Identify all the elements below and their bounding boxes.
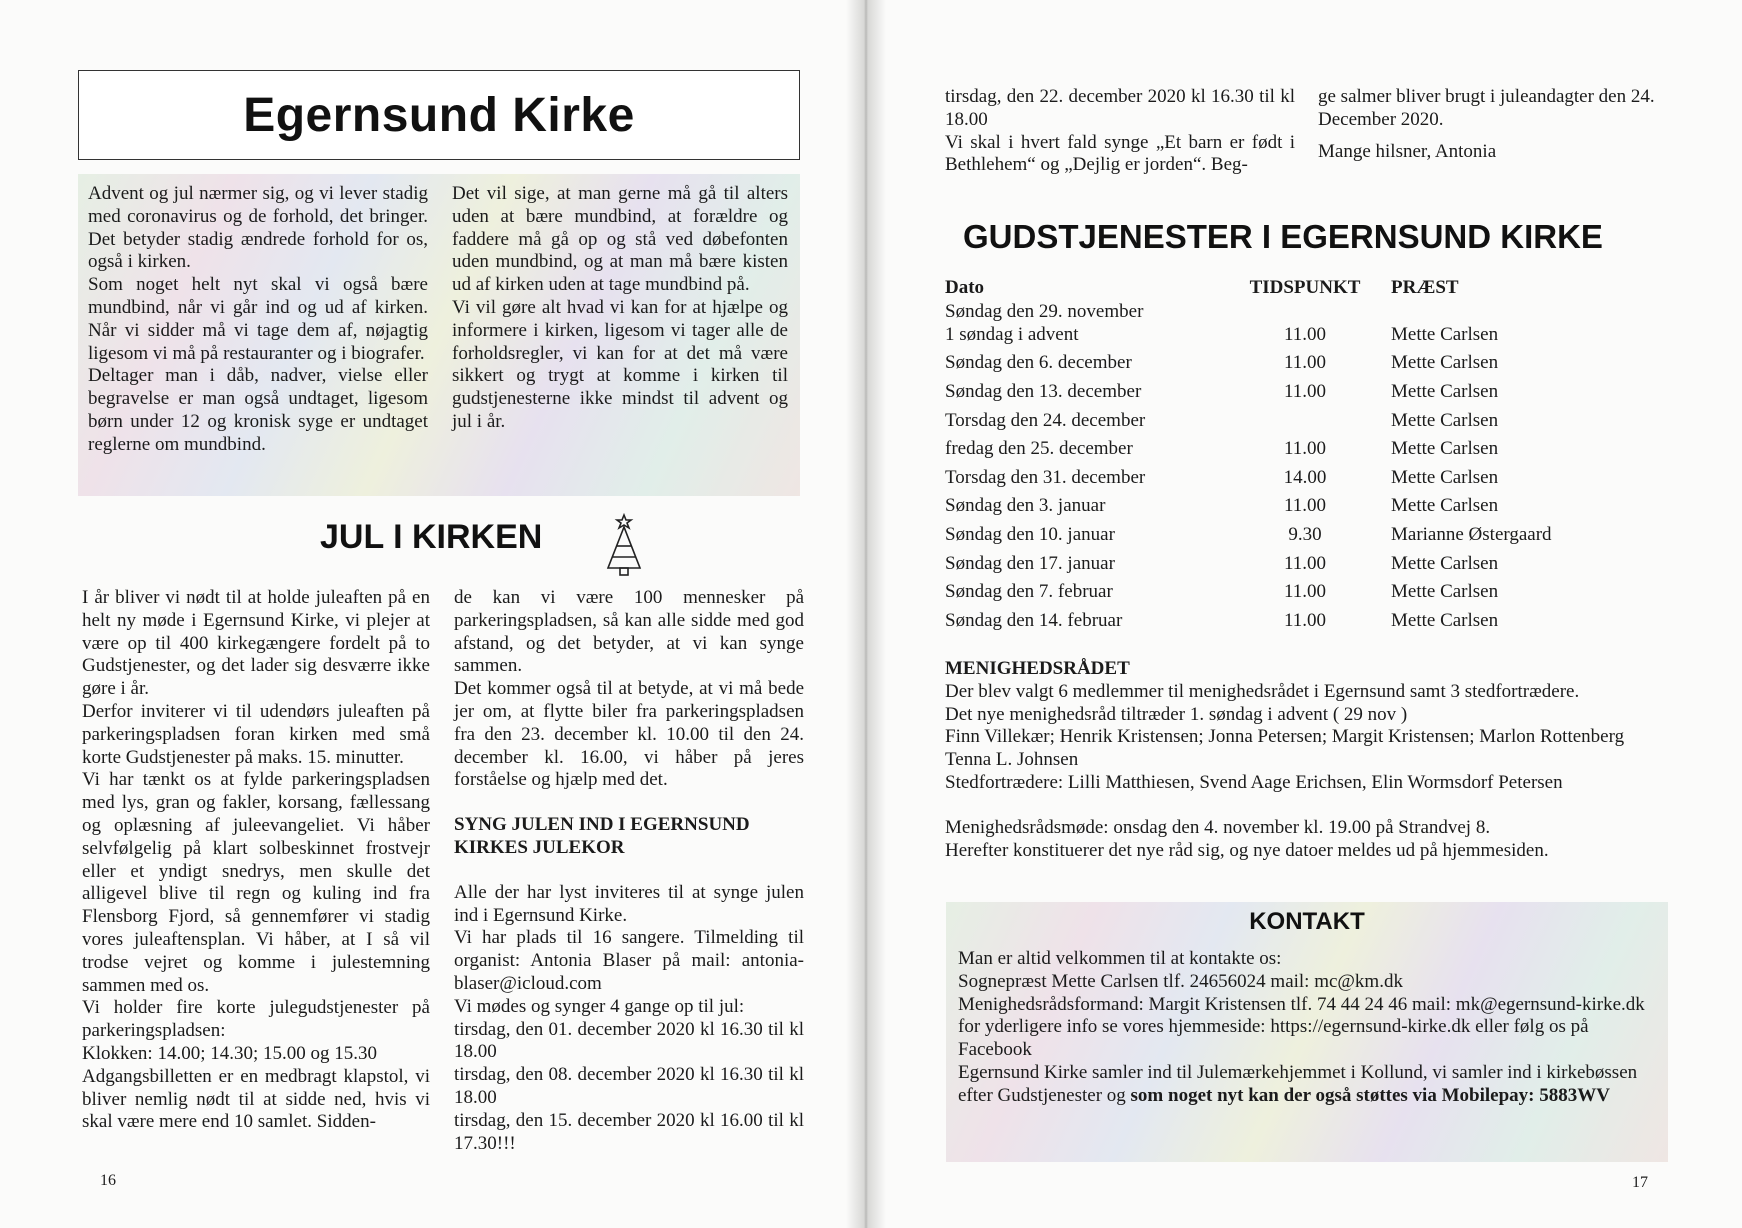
service-time: 9.30	[1288, 523, 1322, 545]
intro-column-2	[452, 183, 788, 434]
contact-line: Man er altid velkommen til at kontakte os:	[958, 948, 1282, 969]
service-priest: Marianne Østergaard	[1391, 523, 1552, 545]
christmas-tree-icon	[602, 512, 646, 585]
service-date: Søndag den 7. februar	[945, 581, 1113, 603]
service-date: Søndag den 13. december	[945, 380, 1142, 402]
service-date: Søndag den 10. januar	[945, 523, 1115, 545]
jul-column-1	[82, 587, 430, 1134]
council-substitutes: Stedfortrædere: Lilli Matthiesen, Svend Aage Erichsen, Elin Wormsdorf Petersen	[945, 771, 1563, 793]
service-time: 11.00	[1283, 323, 1327, 345]
top-column-1	[945, 86, 1295, 177]
jul-paragraph: Vi har tænkt os at fylde parkeringspladsen med lys, gran og fakler, korsang, fællessang og oplæsning af juleevangeliet. Vi håber selvfølgelig på klart solbeskinnet frostvejr eller et yndigt snedrys, men skulle det alligevel blive til regn og kuling ind fra Flensborg Fjord, så gennemfører vi stadig vores juleaftensplan. Vi håber, at I så vil trodse vejret og komme i julestemning sammen med os.	[82, 769, 430, 996]
jul-paragraph: Klokken: 14.00; 14.30; 15.00 og 15.30	[82, 1042, 378, 1064]
intro-paragraph: Advent og jul nærmer sig, og vi lever stadig med coronavirus og de forhold, det bringer. Det betyder stadig ændrede forhold for os, også i kirken.	[88, 183, 428, 273]
service-time: 11.00	[1283, 380, 1327, 402]
service-date: Søndag den 14. februar	[945, 609, 1123, 631]
jul-paragraph: de kan vi være 100 mennesker på parkeringspladsen, så kan alle sidde med god afstand, og det betyder, at vi kan synge sammen.	[454, 587, 804, 677]
rehearsal-date: tirsdag, den 22. december 2020 kl 16.30 til kl 18.00	[945, 86, 1295, 130]
choir-paragraph: Alle der har lyst inviteres til at synge julen ind i Egernsund Kirke.	[454, 881, 804, 926]
service-time: 11.00	[1283, 352, 1327, 374]
jul-paragraph: Det kommer også til at betyde, at vi må bede jer om, at flytte biler fra parkeringspladsen fra den 23. december kl. 10.00 til den 24. december kl. 16.00, vi håber på jeres forståelse og hjælp med det.	[454, 678, 804, 791]
service-date: fredag den 25. december	[945, 438, 1133, 460]
page-number-right: 17	[1632, 1174, 1648, 1191]
council-paragraph: Der blev valgt 6 medlemmer til menighedsrådet i Egernsund samt 3 stedfortrædere.	[945, 680, 1580, 702]
table-row	[945, 352, 1691, 381]
intro-column-1	[88, 183, 428, 457]
page-number-left: 16	[100, 1172, 116, 1189]
service-priest: Mette Carlsen	[1391, 438, 1499, 460]
intro-paragraph: Vi vil gøre alt hvad vi kan for at hjælpe og informere i kirken, ligesom vi tager alle de forholdsregler, vi kan for at det må være sikkert og trygt at komme i kirken til gudstjenesterne ikke mindst til advent og jul i år.	[452, 296, 788, 432]
service-priest: Mette Carlsen	[1391, 352, 1499, 374]
choir-paragraph: ge salmer bliver brugt i juleandagter den 24. December 2020.	[1318, 86, 1655, 130]
service-time: 11.00	[1283, 495, 1327, 517]
service-time: 11.00	[1283, 581, 1327, 603]
signature-line: Mange hilsner, Antonia	[1318, 140, 1497, 162]
title-box	[78, 70, 800, 160]
service-priest: Mette Carlsen	[1391, 380, 1499, 402]
table-row	[945, 381, 1691, 410]
jul-paragraph: Vi holder fire korte julegudstjenester på parkeringspladsen:	[82, 997, 430, 1042]
rehearsal-date: tirsdag, den 08. december 2020 kl 16.30 til kl 18.00	[454, 1064, 804, 1108]
service-time: 11.00	[1283, 438, 1327, 460]
header-time: TIDSPUNKT	[1249, 277, 1361, 298]
council-section	[945, 658, 1675, 862]
services-table	[945, 277, 1691, 638]
contact-line: Sognepræst Mette Carlsen tlf. 24656024 mail: mc@km.dk	[958, 970, 1403, 992]
service-priest: Mette Carlsen	[1391, 495, 1499, 517]
mobilepay-text: som noget nyt kan der også støttes via Mobilepay: 5883WV	[1130, 1084, 1610, 1106]
table-row	[945, 301, 1691, 324]
intro-paragraph: Det vil sige, at man gerne må gå til alters uden at bære mundbind, at forældre og faddere må gå op og stå ved døbefonten uden mundbind, og at man må bære kisten ud af kirken uden at tage mundbind på.	[452, 183, 788, 296]
contact-line: Menighedsrådsformand: Margit Kristensen tlf. 74 44 24 46 mail: mk@egernsund-kirke.dk	[958, 993, 1645, 1015]
table-row	[945, 467, 1691, 496]
jul-paragraph: Adgangsbilletten er en medbragt klapstol, vi bliver nemlig nødt til at sidde ned, hvis vi skal være mere end 10 samlet. Sidden-	[82, 1065, 430, 1133]
table-row	[945, 324, 1691, 353]
service-priest: Mette Carlsen	[1391, 323, 1499, 345]
rehearsal-date: tirsdag, den 01. december 2020 kl 16.30 til kl 18.00	[454, 1018, 804, 1063]
council-members: Finn Villekær; Henrik Kristensen; Jonna Petersen; Margit Kristensen; Marlon Rottenberg	[945, 726, 1625, 748]
choir-paragraph: Vi skal i hvert fald synge „Et barn er født i Bethlehem“ og „Dejlig er jorden“. Beg-	[945, 131, 1295, 176]
service-date: Søndag den 29. november	[945, 301, 1144, 322]
jul-paragraph: Derfor inviterer vi til udendørs juleaften på parkeringspladsen foran kirken med små korte Gudstjenester på maks. 15. minutter.	[82, 700, 430, 768]
intro-paragraph: Deltager man i dåb, nadver, vielse eller begravelse er man også undtaget, ligesom børn under 12 og kronisk syge er undtaget reglerne om mundbind.	[88, 365, 428, 455]
section-title: JUL I KIRKEN	[320, 518, 543, 556]
table-row	[945, 581, 1691, 610]
service-time: 14.00	[1283, 466, 1327, 488]
choir-paragraph: Vi har plads til 16 sangere. Tilmelding til organist: Antonia Blaser på mail: antonia-blaser@icloud.com	[454, 927, 804, 994]
intro-paragraph: Som noget helt nyt skal vi også bære mundbind, når vi går ind og ud af kirken. Når vi sidder må vi tage dem af, nøjagtig ligesom vi må på restauranter og i biografer.	[88, 274, 428, 364]
council-paragraph: Det nye menighedsråd tiltræder 1. søndag i advent ( 29 nov )	[945, 703, 1408, 725]
table-row	[945, 495, 1691, 524]
service-date: Søndag den 6. december	[945, 352, 1132, 374]
collection-text: Egernsund Kirke samler ind til Julemærkehjemmet i Kollund, vi samler ind i kirkebøssen efter Gudstjenester og	[958, 1061, 1638, 1106]
contact-line	[958, 1062, 1656, 1108]
choir-paragraph: Vi mødes og synger 4 gange op til jul:	[454, 995, 745, 1017]
council-meeting: Herefter konstituerer det nye råd sig, og nye datoer meldes ud på hjemmesiden.	[945, 839, 1549, 861]
table-row	[945, 610, 1691, 639]
table-row	[945, 438, 1691, 467]
service-time: 11.00	[1283, 552, 1327, 574]
choir-heading: SYNG JULEN IND I EGERNSUND KIRKES JULEKOR	[454, 814, 750, 858]
jul-column-2	[454, 587, 804, 1155]
table-row	[945, 524, 1691, 553]
service-date: Søndag den 3. januar	[945, 495, 1106, 517]
header-priest: PRÆST	[1391, 277, 1459, 298]
table-row	[945, 410, 1691, 439]
service-priest	[1375, 301, 1691, 324]
service-date: 1 søndag i advent	[945, 323, 1079, 345]
council-meeting: Menighedsrådsmøde: onsdag den 4. november kl. 19.00 på Strandvej 8.	[945, 816, 1491, 838]
service-priest: Mette Carlsen	[1391, 466, 1499, 488]
rehearsal-date: tirsdag, den 15. december 2020 kl 16.00 til kl 17.30!!!	[454, 1109, 804, 1154]
jul-paragraph: I år bliver vi nødt til at holde juleaften på en helt ny møde i Egernsund Kirke, vi plejer at være op til 400 kirkegængere fordelt på to Gudstjenester, og det lader sig desværre ikke gøre i år.	[82, 587, 430, 700]
service-priest: Mette Carlsen	[1391, 581, 1499, 603]
contact-text	[958, 948, 1656, 1108]
service-priest: Mette Carlsen	[1391, 609, 1499, 631]
service-time	[1235, 301, 1375, 324]
service-date: Torsdag den 31. december	[945, 466, 1146, 488]
service-time	[1235, 410, 1375, 439]
page-title: Egernsund Kirke	[243, 88, 635, 142]
contact-title: KONTAKT	[1249, 908, 1365, 935]
council-members: Tenna L. Johnsen	[945, 749, 1079, 771]
top-column-2	[1318, 86, 1670, 163]
contact-line: for yderligere info se vores hjemmeside: https://egernsund-kirke.dk eller følg os på Facebook	[958, 1016, 1589, 1061]
service-time: 11.00	[1283, 609, 1327, 631]
service-priest: Mette Carlsen	[1391, 552, 1499, 574]
council-heading: MENIGHEDSRÅDET	[945, 658, 1130, 679]
service-priest: Mette Carlsen	[1391, 409, 1499, 431]
header-date: Dato	[945, 277, 985, 298]
service-date: Torsdag den 24. december	[945, 409, 1146, 431]
page-gutter	[846, 0, 886, 1228]
service-date: Søndag den 17. januar	[945, 552, 1115, 574]
services-title: GUDSTJENESTER I EGERNSUND KIRKE	[963, 218, 1603, 255]
table-row	[945, 553, 1691, 582]
